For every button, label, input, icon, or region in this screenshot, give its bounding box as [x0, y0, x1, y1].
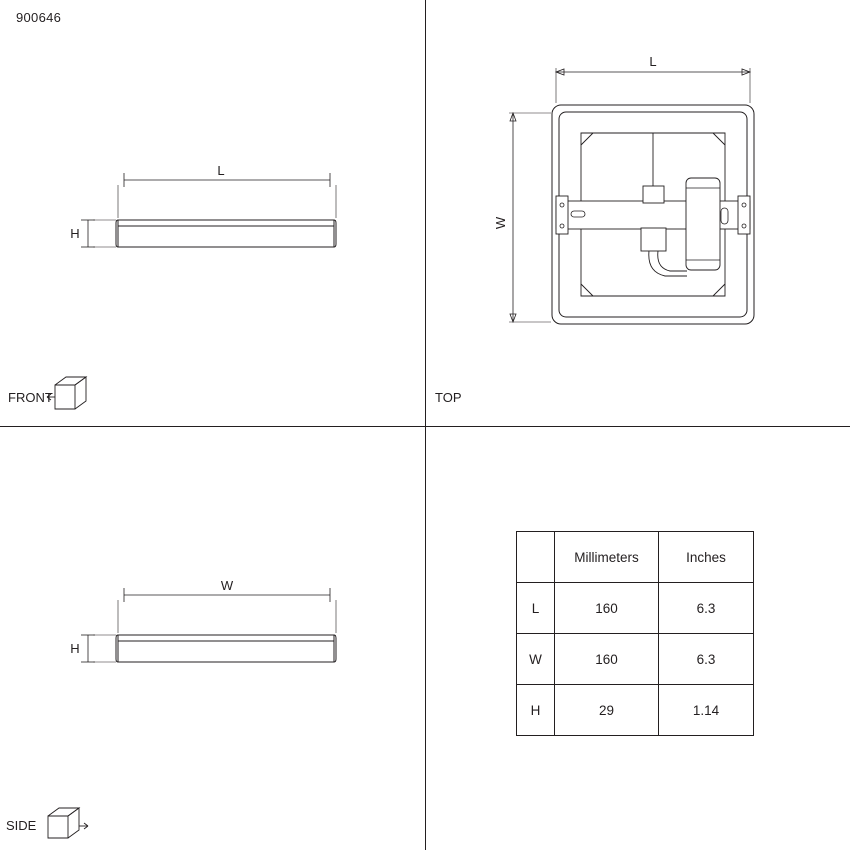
table-header-millimeters: Millimeters: [555, 532, 659, 583]
table-row-symbol-l: L: [517, 583, 555, 634]
front-view-label: FRONT: [8, 390, 53, 405]
table-row-mm-l: 160: [555, 583, 659, 634]
side-dim-H-label: H: [70, 641, 80, 656]
table-corner-cell: [517, 532, 555, 583]
vertical-divider-bottom: [425, 426, 426, 850]
front-dim-H-label: H: [70, 226, 80, 241]
side-view-label: SIDE: [6, 818, 37, 833]
document-id: 900646: [16, 10, 62, 25]
side-dim-W-label: W: [220, 578, 234, 593]
side-view-panel: [0, 426, 425, 850]
table-row-in-w: 6.3: [659, 634, 754, 685]
table-header-inches: Inches: [659, 532, 754, 583]
table-header-row: [517, 532, 754, 583]
table-row: [517, 634, 754, 685]
top-view-panel: [425, 0, 850, 426]
side-view-drawing: [0, 426, 425, 850]
dimension-table: [516, 531, 754, 736]
top-dim-W-label: W: [493, 216, 508, 230]
table-row-in-h: 1.14: [659, 685, 754, 736]
front-view-drawing: [0, 0, 425, 426]
front-dim-L-label: L: [217, 163, 225, 178]
side-orientation-cube-icon: [48, 808, 88, 838]
front-view-panel: [0, 0, 425, 426]
table-row-symbol-h: H: [517, 685, 555, 736]
table-row-in-l: 6.3: [659, 583, 754, 634]
table-row: [517, 583, 754, 634]
table-row-mm-w: 160: [555, 634, 659, 685]
top-view-drawing: [425, 0, 850, 426]
table-row: [517, 685, 754, 736]
table-row-symbol-w: W: [517, 634, 555, 685]
table-row-mm-h: 29: [555, 685, 659, 736]
top-dim-L-label: L: [649, 54, 657, 69]
top-view-label: TOP: [435, 390, 462, 405]
